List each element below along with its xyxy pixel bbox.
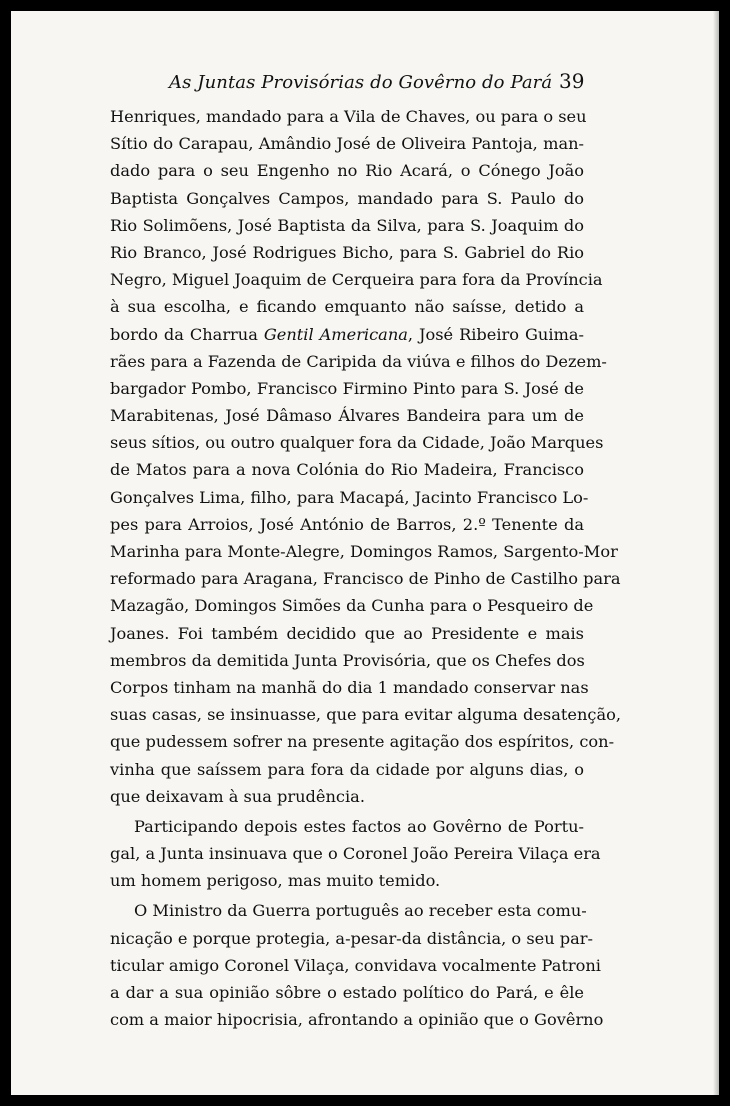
text-line: de Matos para a nova Colónia do Rio Madeira, Francisco (110, 460, 584, 480)
page-number: 39 (559, 69, 585, 93)
text-line: bargador Pombo, Francisco Firmino Pinto para S. José de (110, 378, 584, 398)
text-line: reformado para Aragana, Francisco de Pinho de Castilho para (110, 569, 621, 589)
text-line: ticular amigo Coronel Vilaça, convidava vocalmente Patroni (110, 955, 601, 975)
text-line: dado para o seu Engenho no Rio Acará, o Cónego João (110, 161, 584, 181)
text-line: Marinha para Monte-Alegre, Domingos Ramos, Sargento-Mor (110, 542, 618, 561)
text-line: à sua escolha, e ficando emquanto não saísse, detido a (110, 297, 584, 317)
text-line: gal, a Junta insinuava que o Coronel João Pereira Vilaça era (110, 844, 601, 864)
text-line: Negro, Miguel Joaquim de Cerqueira para fora da Província (110, 270, 603, 290)
text-line: membros da demitida Junta Provisória, que os Chefes dos (110, 650, 585, 670)
text-line: Rio Solimõens, José Baptista da Silva, para S. Joaquim do (110, 215, 584, 235)
running-title: As Juntas Provisórias do Govêrno do Pará (169, 72, 553, 93)
text-line: seus sítios, ou outro qualquer fora da Cidade, João Marques (110, 433, 604, 453)
text-line: Marabitenas, José Dâmaso Álvares Bandeira para um de (110, 406, 584, 426)
text-line: Mazagão, Domingos Simões da Cunha para o Pesqueiro de (110, 596, 594, 616)
page-edge-shadow (713, 11, 719, 1095)
text-line: Joanes. Foi também decidido que ao Presidente e mais (110, 623, 584, 643)
text-line: que pudessem sofrer na presente agitação dos espíritos, con- (110, 732, 615, 752)
text-line: Participando depois estes factos ao Govêrno de Portu- (134, 816, 584, 836)
text-line: Baptista Gonçalves Campos, mandado para S. Paulo do (110, 188, 584, 208)
text-line: O Ministro da Guerra português ao receber esta comu- (134, 901, 587, 921)
text-line: Gonçalves Lima, filho, para Macapá, Jacinto Francisco Lo- (110, 487, 589, 507)
text-line: Corpos tinham na manhã do dia 1 mandado conservar nas (110, 677, 589, 697)
text-line: que deixavam à sua prudência. (110, 786, 365, 806)
text-line: com a maior hipocrisia, afrontando a opinião que o Govêrno (110, 1010, 604, 1030)
text-line: suas casas, se insinuasse, que para evitar alguma desatenção, (110, 705, 621, 725)
body-text (110, 103, 621, 1033)
ship-name-italic: Gentil Americana (263, 324, 408, 344)
text-line: rães para a Fazenda de Caripida da viúva e filhos do Dezem- (110, 351, 607, 371)
running-head (11, 68, 719, 100)
text-line: a dar a sua opinião sôbre o estado político do Pará, e êle (110, 983, 584, 1002)
text-line: pes para Arroios, José António de Barros, 2.º Tenente da (110, 514, 584, 534)
text-line: vinha que saíssem para fora da cidade por alguns dias, o (110, 759, 584, 779)
book-page (11, 11, 719, 1095)
text-line: um homem perigoso, mas muito temido. (110, 871, 441, 891)
text-line: bordo da Charrua Gentil Americana, José Ribeiro Guima- (110, 324, 584, 344)
text-line: Rio Branco, José Rodrigues Bicho, para S. Gabriel do Rio (110, 242, 584, 262)
text-line: Sítio do Carapau, Amândio José de Oliveira Pantoja, man- (110, 134, 584, 154)
text-line: Henriques, mandado para a Vila de Chaves, ou para o seu (110, 107, 587, 126)
text-line: nicação e porque protegia, a-pesar-da distância, o seu par- (110, 928, 593, 948)
